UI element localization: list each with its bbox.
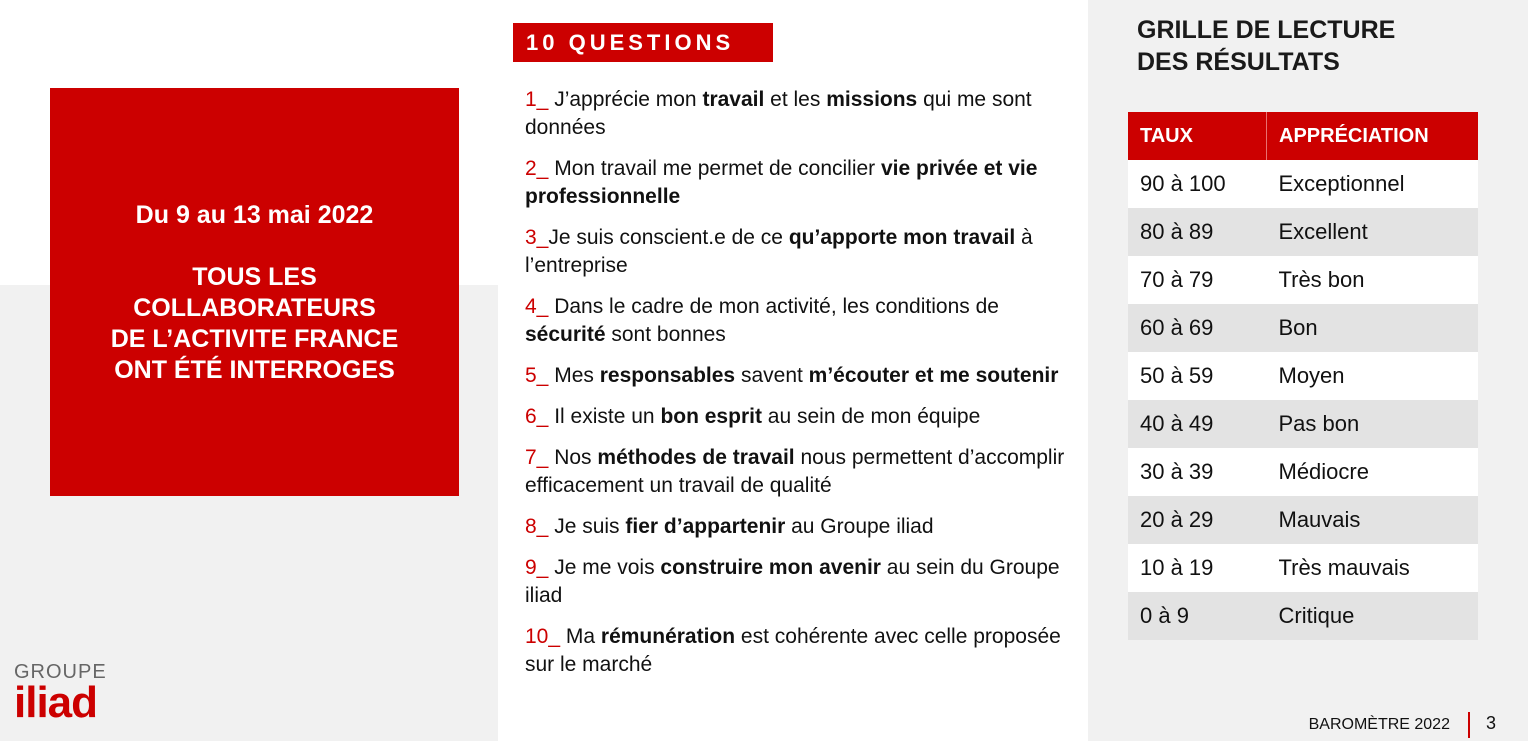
table-row — [1128, 208, 1478, 256]
question-emphasis: rémunération — [600, 625, 736, 648]
appreciation-cell: Très mauvais — [1267, 544, 1479, 592]
question-text: Mon travail me permet de concilier — [554, 157, 881, 180]
appreciation-cell: Médiocre — [1267, 448, 1479, 496]
survey-date: Du 9 au 13 mai 2022 — [135, 201, 374, 229]
question-text: savent — [735, 364, 809, 387]
question-text: au Groupe iliad — [785, 515, 934, 538]
questions-header: 10 QUESTIONS — [513, 23, 773, 62]
survey-info-box — [50, 88, 459, 496]
taux-cell: 50 à 59 — [1128, 352, 1267, 400]
question-item — [525, 155, 1085, 211]
taux-cell: 80 à 89 — [1128, 208, 1267, 256]
table-row — [1128, 304, 1478, 352]
question-text: Je suis — [554, 515, 626, 538]
question-text: est cohérente avec celle proposée sur le marché — [525, 625, 1061, 676]
table-row — [1128, 496, 1478, 544]
appreciation-cell: Moyen — [1267, 352, 1479, 400]
question-text: Je suis conscient.e de ce — [548, 226, 789, 249]
question-text: Je me vois — [554, 556, 661, 579]
question-number: 9_ — [525, 556, 555, 579]
footer-title: BAROMÈTRE 2022 — [1308, 716, 1450, 734]
question-item — [525, 86, 1085, 142]
question-text: à l’entreprise — [525, 226, 1033, 277]
groupe-iliad-logo — [14, 661, 107, 727]
question-emphasis: bon esprit — [660, 405, 762, 428]
taux-cell: 90 à 100 — [1128, 160, 1267, 208]
question-text: Il existe un — [554, 405, 661, 428]
question-text: nous permettent d’accomplir efficacement un travail de qualité — [525, 446, 1065, 497]
question-number: 8_ — [525, 515, 555, 538]
question-emphasis: vie privée et vie professionnelle — [525, 157, 1038, 208]
page-number: 3 — [1485, 713, 1496, 734]
taux-cell: 10 à 19 — [1128, 544, 1267, 592]
taux-cell: 70 à 79 — [1128, 256, 1267, 304]
question-item — [525, 513, 1085, 541]
question-text: au sein du Groupe iliad — [525, 556, 1060, 607]
question-emphasis: m’écouter et me soutenir — [808, 364, 1059, 387]
question-number: 3_ — [525, 226, 549, 249]
header-taux: TAUX — [1128, 112, 1267, 160]
appreciation-cell: Pas bon — [1267, 400, 1479, 448]
question-emphasis: missions — [826, 88, 918, 111]
question-number: 1_ — [525, 88, 555, 111]
taux-cell: 60 à 69 — [1128, 304, 1267, 352]
question-item — [525, 554, 1085, 610]
logo-iliad-text: iliad — [14, 678, 98, 727]
question-text: et les — [764, 88, 827, 111]
question-text: Mes — [554, 364, 600, 387]
appreciation-cell: Excellent — [1267, 208, 1479, 256]
table-row — [1128, 160, 1478, 208]
question-item — [525, 362, 1085, 390]
appreciation-cell: Mauvais — [1267, 496, 1479, 544]
question-item — [525, 224, 1085, 280]
grid-title-line: DES RÉSULTATS — [1137, 48, 1340, 76]
question-number: 7_ — [525, 446, 555, 469]
question-item — [525, 444, 1085, 500]
results-grid-table — [1128, 112, 1478, 640]
audience-line: COLLABORATEURS — [133, 294, 376, 322]
question-emphasis: qu’apporte mon travail — [788, 226, 1016, 249]
table-row — [1128, 544, 1478, 592]
taux-cell: 20 à 29 — [1128, 496, 1267, 544]
header-appreciation: APPRÉCIATION — [1267, 112, 1479, 160]
taux-cell: 0 à 9 — [1128, 592, 1267, 640]
question-item — [525, 623, 1085, 679]
taux-cell: 40 à 49 — [1128, 400, 1267, 448]
grid-title-line: GRILLE DE LECTURE — [1137, 16, 1396, 44]
question-text: Dans le cadre de mon activité, les conditions de — [554, 295, 999, 318]
table-row — [1128, 592, 1478, 640]
question-emphasis: travail — [702, 88, 765, 111]
table-row — [1128, 400, 1478, 448]
appreciation-cell: Exceptionnel — [1267, 160, 1479, 208]
question-item — [525, 293, 1085, 349]
question-item — [525, 403, 1085, 431]
question-text: au sein de mon équipe — [761, 405, 981, 428]
logo-groupe-text: GROUPE — [14, 661, 107, 683]
appreciation-cell: Très bon — [1267, 256, 1479, 304]
question-text: Ma — [565, 625, 601, 648]
question-number: 4_ — [525, 295, 555, 318]
audience-line: TOUS LES — [192, 263, 317, 291]
question-emphasis: sécurité — [525, 323, 606, 346]
question-emphasis: fier d’appartenir — [625, 515, 786, 538]
page-footer — [1309, 712, 1496, 738]
taux-cell: 30 à 39 — [1128, 448, 1267, 496]
results-grid-title — [1137, 14, 1395, 78]
footer-divider — [1468, 712, 1470, 738]
table-row — [1128, 448, 1478, 496]
question-text: sont bonnes — [605, 323, 726, 346]
table-header-row — [1128, 112, 1478, 160]
appreciation-cell: Critique — [1267, 592, 1479, 640]
question-emphasis: responsables — [599, 364, 736, 387]
question-number: 6_ — [525, 405, 555, 428]
question-number: 10_ — [525, 625, 566, 648]
question-text: J’apprécie mon — [554, 88, 703, 111]
table-row — [1128, 256, 1478, 304]
audience-line: DE L’ACTIVITE FRANCE — [110, 325, 399, 353]
question-text: Nos — [554, 446, 598, 469]
question-emphasis: méthodes de travail — [597, 446, 795, 469]
question-number: 5_ — [525, 364, 555, 387]
survey-audience — [50, 262, 459, 386]
audience-line: ONT ÉTÉ INTERROGES — [114, 356, 395, 384]
question-text: qui me sont données — [525, 88, 1032, 139]
question-number: 2_ — [525, 157, 555, 180]
question-emphasis: construire mon avenir — [660, 556, 881, 579]
table-row — [1128, 352, 1478, 400]
appreciation-cell: Bon — [1267, 304, 1479, 352]
questions-list — [525, 86, 1085, 692]
